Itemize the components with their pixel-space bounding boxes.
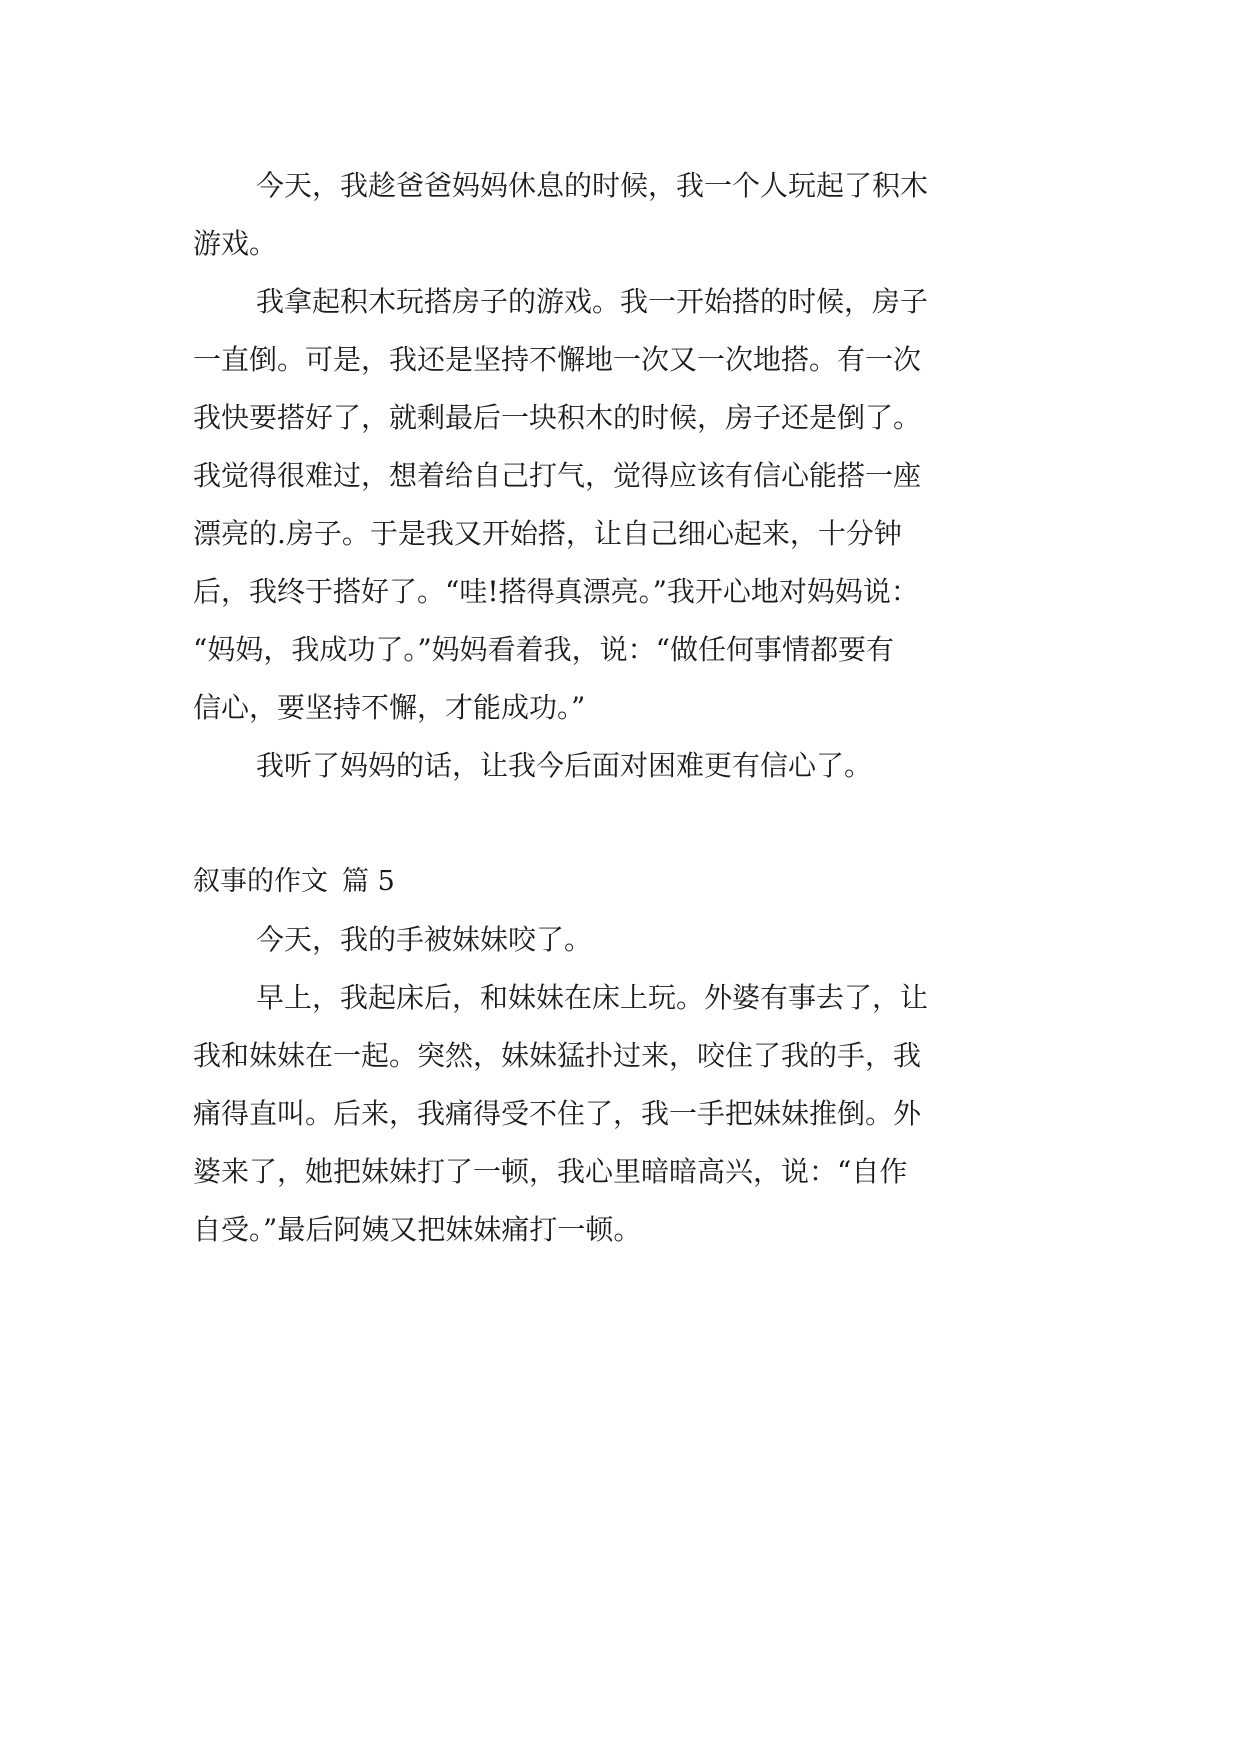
paragraph-line: 后，我终于搭好了。“哇!搭得真漂亮。”我开心地对妈妈说： bbox=[193, 575, 919, 608]
paragraph-line: 今天，我的手被妹妹咬了。 bbox=[256, 923, 593, 956]
heading-label: 篇 5 bbox=[342, 866, 395, 897]
paragraph-line: 我拿起积木玩搭房子的游戏。我一开始搭的时候，房子 bbox=[256, 285, 929, 318]
paragraph-line: 我听了妈妈的话，让我今后面对困难更有信心了。 bbox=[256, 749, 873, 782]
paragraph-line: “妈妈，我成功了。”妈妈看着我，说：“做任何事情都要有 bbox=[193, 633, 894, 666]
paragraph-line: 婆来了，她把妹妹打了一顿，我心里暗暗高兴，说：“自作 bbox=[193, 1155, 908, 1188]
section-heading bbox=[193, 864, 395, 900]
paragraph-line: 我快要搭好了，就剩最后一块积木的时候，房子还是倒了。 bbox=[193, 401, 922, 434]
paragraph-line: 早上，我起床后，和妹妹在床上玩。外婆有事去了，让 bbox=[256, 981, 929, 1014]
heading-title: 叙事的作文 bbox=[193, 866, 328, 897]
paragraph-line: 一直倒。可是，我还是坚持不懈地一次又一次地搭。有一次 bbox=[193, 343, 922, 376]
paragraph-line: 痛得直叫。后来，我痛得受不住了，我一手把妹妹推倒。外 bbox=[193, 1097, 922, 1130]
paragraph-line: 我觉得很难过，想着给自己打气，觉得应该有信心能搭一座 bbox=[193, 459, 922, 492]
paragraph-line: 我和妹妹在一起。突然，妹妹猛扑过来，咬住了我的手，我 bbox=[193, 1039, 922, 1072]
paragraph-line: 漂亮的.房子。于是我又开始搭，让自己细心起来，十分钟 bbox=[193, 517, 902, 550]
paragraph-line: 今天，我趁爸爸妈妈休息的时候，我一个人玩起了积木 bbox=[256, 169, 929, 202]
paragraph-line: 信心，要坚持不懈，才能成功。” bbox=[193, 691, 586, 724]
paragraph-line: 游戏。 bbox=[193, 227, 278, 260]
paragraph-line: 自受。”最后阿姨又把妹妹痛打一顿。 bbox=[193, 1213, 642, 1246]
